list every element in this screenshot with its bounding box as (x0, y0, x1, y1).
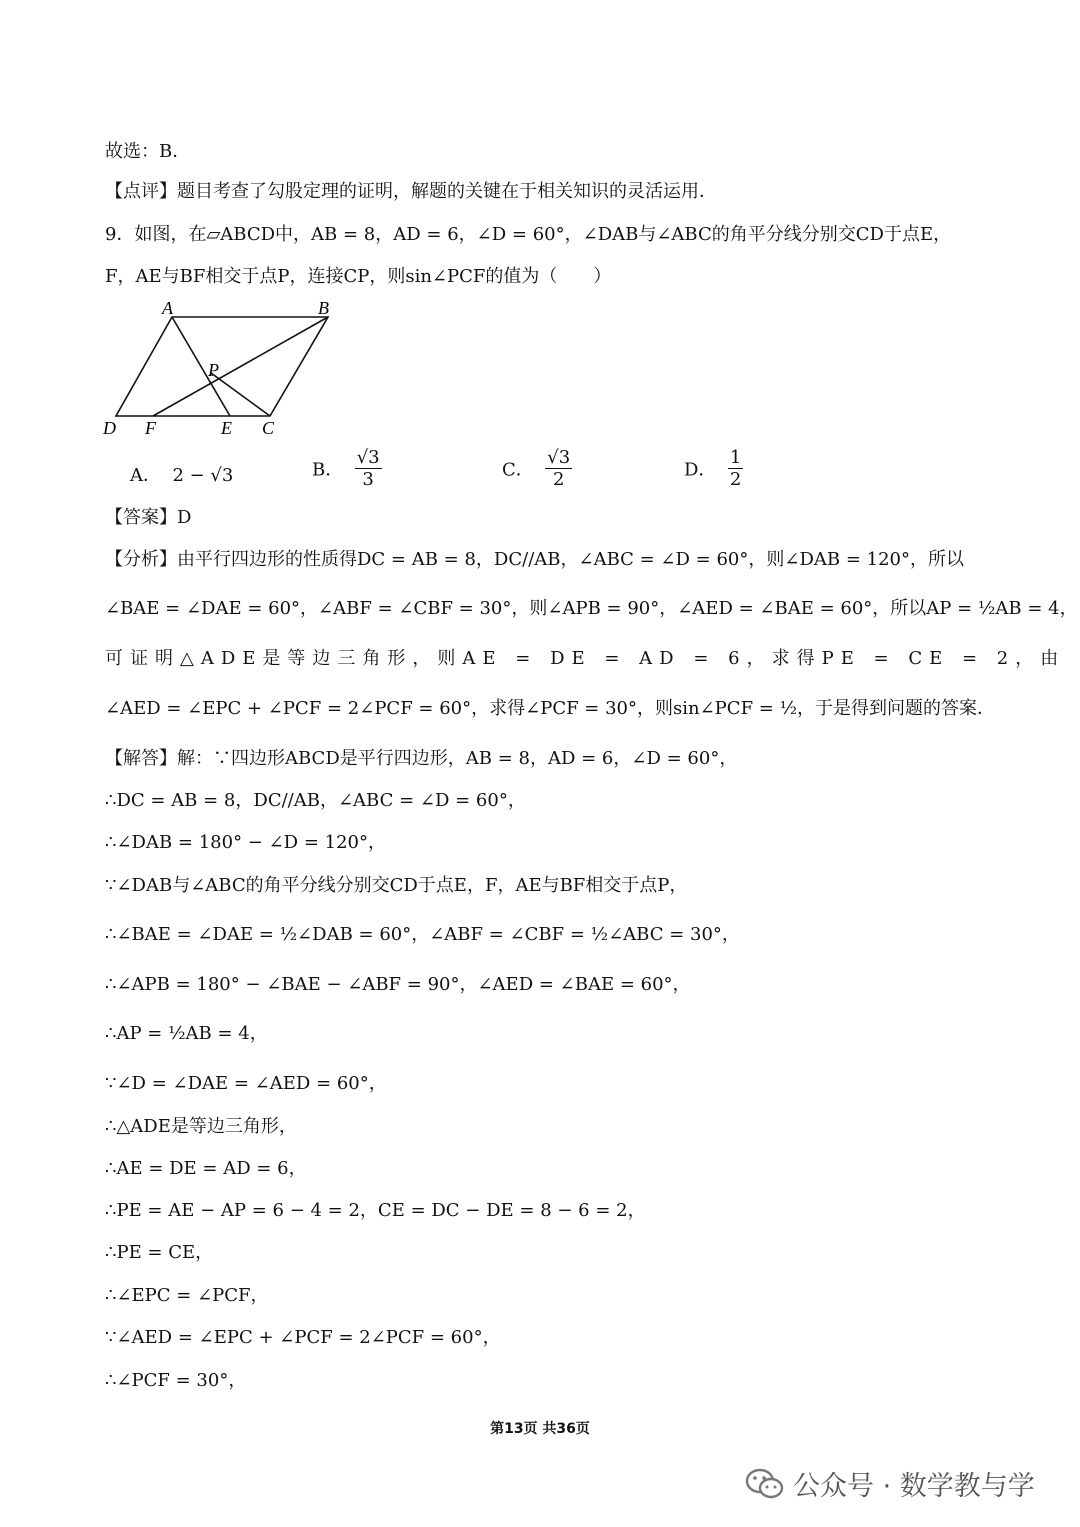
line-4: 【答案】D (105, 507, 192, 528)
line-23: ∴∠PCF = 30°， (105, 1370, 247, 1391)
option-a: A． 2 − √3 (130, 465, 234, 486)
line-10: ∴DC = AB = 8，DC//AB，∠ABC = ∠D = 60°， (105, 790, 526, 811)
line-12: ∵∠DAB与∠ABC的角平分线分别交CD于点E，F，AE与BF相交于点P， (105, 875, 688, 896)
page-footer: 第13页 共36页 (490, 1421, 590, 1437)
option-d: D． $\frac{1}{2}$ (684, 447, 742, 490)
segment-cp (211, 373, 270, 416)
line-0: 故选：B． (105, 141, 191, 162)
line-7: 可证明△ADE是等边三角形，则AE = DE = AD = 6，求得PE = CE = 2，由 (105, 648, 1066, 669)
label-a: A (162, 298, 173, 318)
line-6: ∠BAE = ∠DAE = 60°，∠ABF = ∠CBF = 30°，则∠APB = 90°，∠AED = ∠BAE = 60°，所以AP = ½AB = 4， (105, 598, 1078, 619)
line-18: ∴AE = DE = AD = 6， (105, 1158, 307, 1179)
line-16: ∵∠D = ∠DAE = ∠AED = 60°， (105, 1073, 387, 1094)
line-21: ∴∠EPC = ∠PCF， (105, 1285, 269, 1306)
line-15: ∴AP = ½AB = 4， (105, 1023, 268, 1044)
line-2: 9．如图，在▱ABCD中，AB = 8，AD = 6，∠D = 60°，∠DAB与∠ABC的角平分线分别交CD于点E， (105, 224, 952, 245)
line-22: ∵∠AED = ∠EPC + ∠PCF = 2∠PCF = 60°， (105, 1327, 501, 1348)
option-c: C． $\frac{√3}{2}$ (502, 447, 571, 490)
wechat-icon (745, 1468, 785, 1500)
line-13: ∴∠BAE = ∠DAE = ½∠DAB = 60°，∠ABF = ∠CBF = ½∠ABC = 30°， (105, 924, 740, 945)
option-b: B． $\frac{√3}{3}$ (312, 447, 380, 490)
line-20: ∴PE = CE， (105, 1242, 214, 1263)
parallelogram-figure (95, 296, 355, 441)
line-1: 【点评】题目考查了勾股定理的证明，解题的关键在于相关知识的灵活运用． (105, 181, 717, 202)
line-14: ∴∠APB = 180° − ∠BAE − ∠ABF = 90°，∠AED = ∠BAE = 60°， (105, 974, 691, 995)
line-17: ∴△ADE是等边三角形， (105, 1116, 297, 1137)
line-11: ∴∠DAB = 180° − ∠D = 120°， (105, 832, 386, 853)
label-e: E (221, 418, 232, 438)
line-8: ∠AED = ∠EPC + ∠PCF = 2∠PCF = 60°，求得∠PCF = 30°，则sin∠PCF = ½，于是得到问题的答案． (105, 698, 996, 719)
label-d: D (103, 418, 116, 438)
line-19: ∴PE = AE − AP = 6 − 4 = 2，CE = DC − DE = 8 − 6 = 2， (105, 1200, 646, 1221)
line-3: F，AE与BF相交于点P，连接CP，则sin∠PCF的值为（ ） (105, 266, 612, 287)
label-c: C (262, 418, 275, 438)
label-p: P (208, 360, 219, 380)
label-f: F (145, 418, 156, 438)
watermark-text: 公众号 · 数学教与学 (793, 1471, 1035, 1502)
segment-bf (153, 317, 328, 416)
line-5: 【分析】由平行四边形的性质得DC = AB = 8，DC//AB，∠ABC = ∠D = 60°，则∠DAB = 120°，所以 (105, 549, 964, 570)
label-b: B (318, 298, 329, 318)
line-9: 【解答】解：∵四边形ABCD是平行四边形，AB = 8，AD = 6，∠D = 60°， (105, 748, 738, 769)
watermark (745, 1464, 1035, 1503)
